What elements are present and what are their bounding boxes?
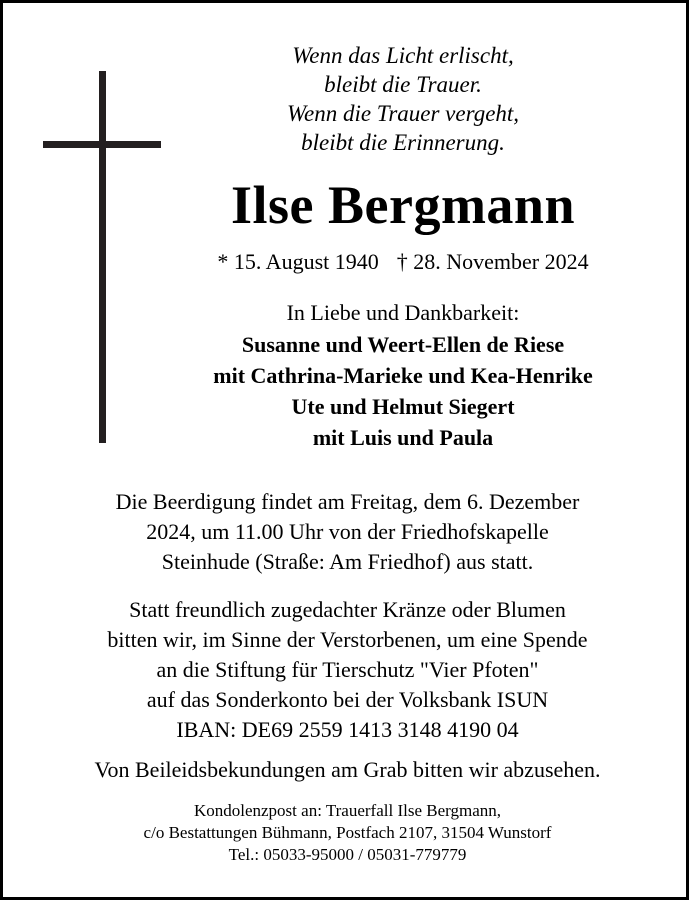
iban-line: IBAN: DE69 2559 1413 3148 4190 04 [176,717,519,742]
donation-line: Statt freundlich zugedachter Kränze oder Blumen [129,597,566,622]
mourner-line: mit Cathrina-Marieke und Kea-Henrike [213,363,593,388]
life-dates [163,247,643,277]
birth-date: * 15. August 1940 [217,249,379,274]
contact-line: Kondolenzpost an: Trauerfall Ilse Bergmann, [193,801,502,820]
donation-line: auf das Sonderkonto bei der Volksbank ISUN [146,687,549,712]
poem-line: Wenn die Trauer vergeht, [286,101,520,126]
poem [163,41,643,157]
funeral-line: Die Beerdigung findet am Freitag, dem 6. Dezember [115,489,580,514]
funeral-line: 2024, um 11.00 Uhr von der Friedhofskapelle [146,519,549,544]
poem-line: Wenn das Licht erlischt, [292,43,514,68]
poem-line: bleibt die Trauer. [324,72,482,97]
mourner-line: mit Luis und Paula [312,425,494,450]
contact-phone: Tel.: 05033-95000 / 05031-779779 [228,845,467,864]
condolence-note-text: Von Beileidsbekundungen am Grab bitten wir abzusehen. [94,757,601,782]
donation-line: bitten wir, im Sinne der Verstorbenen, um eine Spende [107,627,588,652]
mourner-line: Susanne und Weert-Ellen de Riese [241,332,565,357]
contact-line: c/o Bestattungen Bühmann, Postfach 2107, 31504 Wunstorf [143,823,552,842]
contact-info [9,800,686,866]
mourner-line: Ute und Helmut Siegert [291,394,515,419]
deceased-name: Ilse Bergmann [231,175,575,235]
cross-horizontal-bar [43,141,161,148]
poem-line: bleibt die Erinnerung. [301,130,505,155]
mourners-list [163,329,643,453]
condolence-note [9,755,686,785]
thanks-line: In Liebe und Dankbarkeit: [286,300,520,325]
funeral-info [9,487,686,577]
cross-vertical-bar [99,71,106,443]
donation-info [9,595,686,745]
funeral-line: Steinhude (Straße: Am Friedhof) aus statt. [161,549,534,574]
death-date: † 28. November 2024 [396,249,589,274]
donation-line: an die Stiftung für Tierschutz "Vier Pfoten" [156,657,539,682]
